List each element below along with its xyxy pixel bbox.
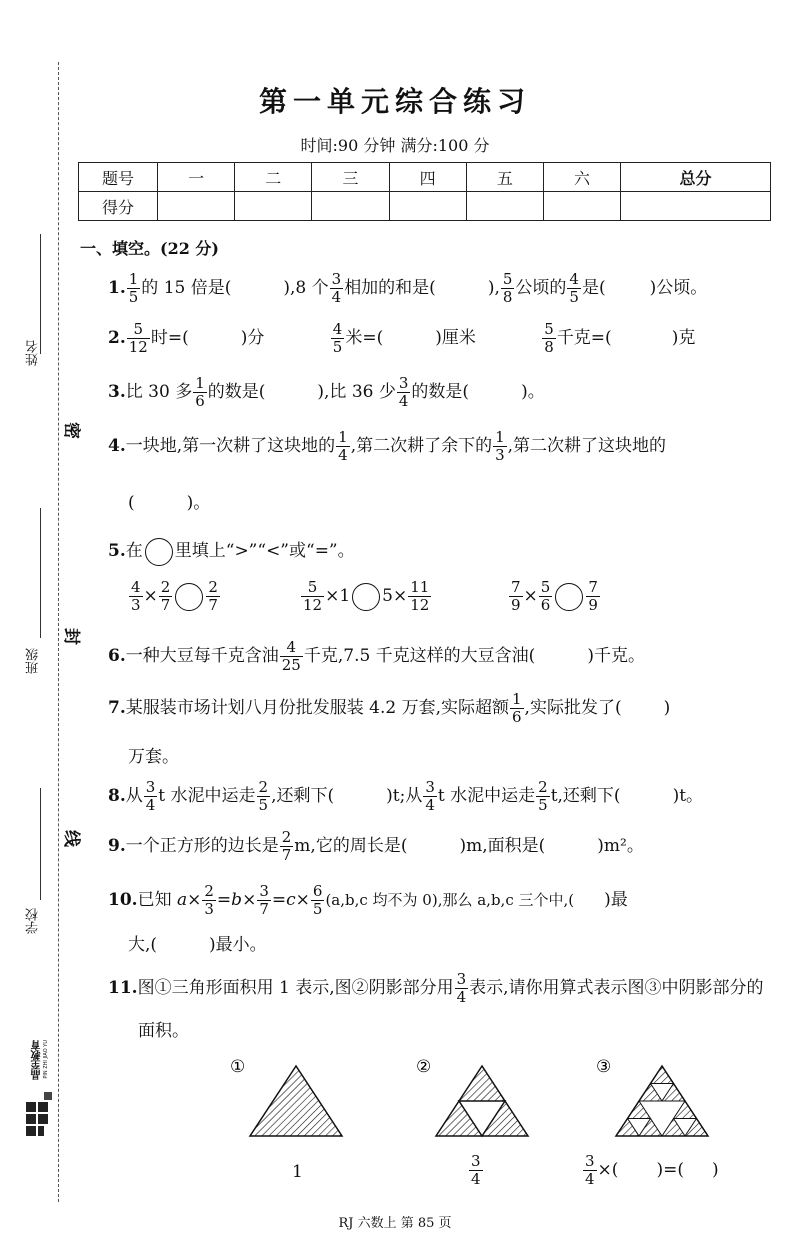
question-7: 7.某服装市场计划八月份批发服装 4.2 万套,实际超额 $\frac{1}{6}$ ,实际批发了( ) xyxy=(108,690,671,726)
figure-label-2: ② xyxy=(416,1057,432,1077)
question-10: 10.已知 a× $\frac{2}{3}$ =b× $\frac{3}{7}$ =c× $\frac{6}{5}$ (a,b,c 均不为 0),那么 a,b,c 三个中,( )最 xyxy=(108,882,628,918)
question-6: 6.一种大豆每千克含油 $\frac{4}{25}$ 千克,7.5 千克这样的大豆含油( )千克。 xyxy=(108,638,645,674)
score-col: 五 xyxy=(466,163,543,192)
section-heading: 一、填空。(22 分) xyxy=(80,239,219,258)
question-2: 2. $\frac{5}{12}$ 时=( )分 $\frac{4}{5}$ 米=( )厘米 $\frac{5}{8}$ 千克=( )克 xyxy=(108,320,696,356)
name-line xyxy=(40,234,42,354)
school-line xyxy=(40,788,42,900)
question-11-line2: 面积。 xyxy=(138,1021,189,1041)
figure-3-expression: $\frac{3}{4}$ ×( )=( ) xyxy=(585,1152,719,1188)
figure-label-1: ① xyxy=(230,1057,246,1077)
triangle-figures xyxy=(220,1050,780,1170)
figure-label-3: ③ xyxy=(596,1057,612,1077)
score-cell[interactable] xyxy=(621,192,771,221)
question-7-line2: 万套。 xyxy=(128,747,179,767)
score-header-label: 题号 xyxy=(79,163,158,192)
logo xyxy=(24,1040,56,1140)
xian-char: 线 xyxy=(64,826,81,846)
question-3: 3.比 30 多 $\frac{1}{6}$ 的数是( ),比 36 少 $\frac{3}{4}$ 的数是( )。 xyxy=(108,374,545,410)
question-4-answer: ( )。 xyxy=(128,493,211,513)
question-9: 9.一个正方形的边长是 $\frac{2}{7}$ m,它的周长是( )m,面积是( )m²。 xyxy=(108,828,644,864)
figure-3-triangle xyxy=(616,1066,708,1136)
binding-line xyxy=(58,62,59,1202)
score-row-header xyxy=(79,163,771,192)
feng-char: 封 xyxy=(64,624,81,644)
figure-1-triangle xyxy=(250,1066,342,1136)
page-footer: RJ 六数上 第 85 页 xyxy=(338,1216,452,1231)
question-11: 11.图①三角形面积用 1 表示,图②阴影部分用 $\frac{3}{4}$ 表示,请你用算式表示图③中阴影部分的 xyxy=(108,970,764,1006)
logo-sub: PIN ZHI JIAO YU xyxy=(43,1040,49,1079)
score-cell[interactable] xyxy=(466,192,543,221)
figure-2-value: $\frac{3}{4}$ xyxy=(471,1152,481,1188)
score-row-values xyxy=(79,192,771,221)
question-5: 5.在 里填上“>”“<”或“=”。 xyxy=(108,536,355,566)
score-cell[interactable] xyxy=(312,192,389,221)
name-label: 姓名 xyxy=(26,340,41,366)
score-cell[interactable] xyxy=(389,192,466,221)
question-10-line2: 大,( )最小。 xyxy=(128,935,267,955)
score-cell[interactable] xyxy=(158,192,235,221)
score-cell[interactable] xyxy=(543,192,620,221)
score-cell[interactable] xyxy=(235,192,312,221)
score-value-label: 得分 xyxy=(79,192,158,221)
question-8: 8.从 $\frac{3}{4}$ t 水泥中运走 $\frac{2}{5}$ ,还剩下( )t;从 $\frac{3}{4}$ t 水泥中运走 $\frac{2}{5}$ t,还剩下( )t。 xyxy=(108,778,704,814)
school-label: 学校 xyxy=(26,908,41,934)
score-col: 一 xyxy=(158,163,235,192)
compare-circle-icon xyxy=(145,538,173,566)
score-col: 三 xyxy=(312,163,389,192)
logo-text: 晶至教育 xyxy=(32,1040,43,1080)
score-table xyxy=(78,162,771,221)
class-label: 班级 xyxy=(26,648,41,674)
figure-1-value: 1 xyxy=(292,1162,303,1182)
score-col-total: 总分 xyxy=(621,163,771,192)
q5-expr-2: $\frac{5}{12}$ ×1 5× $\frac{11}{12}$ xyxy=(303,578,430,614)
score-col: 六 xyxy=(543,163,620,192)
class-line xyxy=(40,508,42,638)
compare-circle[interactable] xyxy=(352,583,380,611)
compare-circle[interactable] xyxy=(175,583,203,611)
question-1: 1. $\frac{1}{5}$ 的 15 倍是( ),8 个 $\frac{3}{4}$ 相加的和是( ), $\frac{5}{8}$ 公顷的 $\frac{4}{5}$ 是( )公顷。 xyxy=(108,270,708,306)
mi-char: 密 xyxy=(64,418,81,438)
score-col: 四 xyxy=(389,163,466,192)
page-subtitle: 时间:90 分钟 满分:100 分 xyxy=(300,136,490,155)
question-4: 4.一块地,第一次耕了这块地的 $\frac{1}{4}$ ,第二次耕了余下的 $\frac{1}{3}$ ,第二次耕了这块地的 xyxy=(108,428,667,464)
q5-expr-3: $\frac{7}{9}$ × $\frac{5}{6}$ $\frac{7}{9}$ xyxy=(511,578,598,614)
page-title: 第一单元综合练习 xyxy=(258,85,531,118)
q5-expr-1: $\frac{4}{3}$ × $\frac{2}{7}$ $\frac{2}{7}$ xyxy=(131,578,218,614)
score-col: 二 xyxy=(235,163,312,192)
compare-circle[interactable] xyxy=(555,583,583,611)
